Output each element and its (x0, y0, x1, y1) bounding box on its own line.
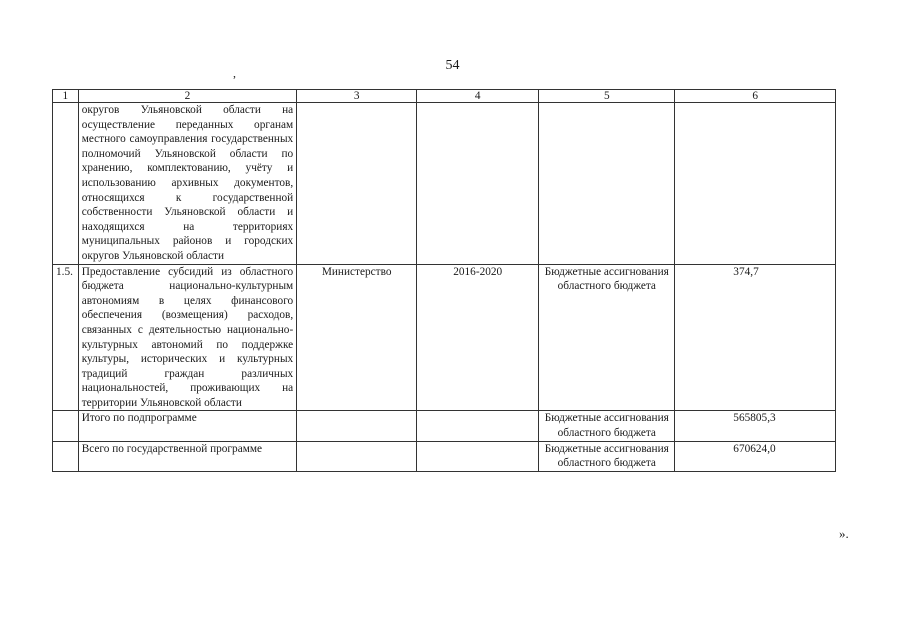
page-number: 54 (445, 58, 460, 73)
executor-cell (297, 103, 417, 265)
header-cell: 3 (297, 90, 417, 103)
header-cell: 6 (675, 90, 836, 103)
executor-cell (297, 441, 417, 471)
row-number-cell: 1.5. (53, 264, 79, 411)
row-number-cell (53, 441, 79, 471)
amount-cell (675, 103, 836, 265)
header-cell: 2 (78, 90, 297, 103)
budget-table (52, 89, 836, 472)
header-cell: 4 (417, 90, 539, 103)
executor-cell (297, 411, 417, 441)
table-row (53, 103, 836, 265)
table-row (53, 411, 836, 441)
description-cell: Предоставление субсидий из областного бюджета национально-культурным автономиям в целях финансового обеспечения (возмещения) расходов, связанных с деятельностью национально-культурных автономий по поддержке культуры, исторических и культурных традиций граждан различных национальностей, проживающих на территории Ульяновской области (78, 264, 297, 411)
source-cell: Бюджетные ассигнования областного бюджета (539, 264, 675, 411)
stray-mark: , (233, 66, 236, 80)
description-cell: округов Ульяновской области на осуществление переданных органам местного самоуправления государственных полномочий Ульяновской области по хранению, комплектованию, учёту и использованию архивных документов, относящихся к государственной собственности Ульяновской области и находящихся на территориях муниципальных районов и городских округов Ульяновской области (78, 103, 297, 265)
table-row (53, 441, 836, 471)
table-row (53, 264, 836, 411)
table-header-row (53, 90, 836, 103)
period-cell: 2016-2020 (417, 264, 539, 411)
period-cell (417, 441, 539, 471)
row-number-cell (53, 103, 79, 265)
header-cell: 5 (539, 90, 675, 103)
source-cell (539, 103, 675, 265)
amount-cell: 374,7 (675, 264, 836, 411)
period-cell (417, 411, 539, 441)
source-cell: Бюджетные ассигнования областного бюджета (539, 411, 675, 441)
amount-cell: 565805,3 (675, 411, 836, 441)
source-cell: Бюджетные ассигнования областного бюджета (539, 441, 675, 471)
row-number-cell (53, 411, 79, 441)
description-cell: Итого по подпрограмме (78, 411, 297, 441)
closing-quote-mark: ». (839, 526, 849, 541)
executor-cell: Министерство (297, 264, 417, 411)
description-cell: Всего по государственной программе (78, 441, 297, 471)
period-cell (417, 103, 539, 265)
header-cell: 1 (53, 90, 79, 103)
amount-cell: 670624,0 (675, 441, 836, 471)
